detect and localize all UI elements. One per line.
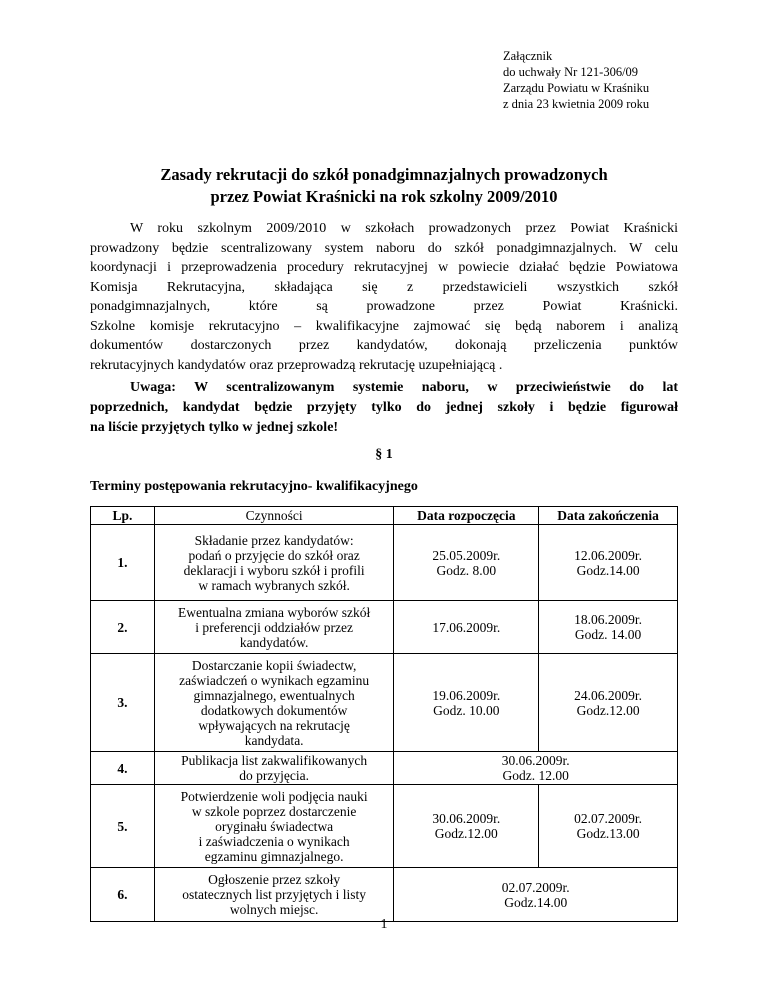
activity-line: podań o przyjęcie do szkół oraz <box>188 547 360 563</box>
intro-line: ponadgimnazjalnych, które są prowadzone przez Powiat Kraśnicki. <box>90 299 678 314</box>
merged-date-cell <box>394 868 678 922</box>
date-line: 02.07.2009r. <box>501 879 570 895</box>
intro-line: rekrutacyjnych kandydatów oraz przeprowadzą rekrutację uzupełniającą . <box>90 357 503 373</box>
activity-line: w szkole poprzez dostarczenie <box>191 803 357 819</box>
activity-line: zaświadczeń o wynikach egzaminu <box>179 672 370 688</box>
date-line: 24.06.2009r. <box>574 687 643 703</box>
intro-line: Komisja Rekrutacyjna, składająca się z przedstawicieli wszystkich szkół <box>90 279 678 295</box>
activity-line: wolnych miejsc. <box>229 902 319 917</box>
date-line: 12.06.2009r. <box>574 547 643 563</box>
header-end-date: Data zakończenia <box>539 507 678 525</box>
end-date-cell <box>539 654 678 752</box>
activity-cell <box>154 868 394 922</box>
table-row <box>91 868 678 922</box>
activity-line: i zaświadczenia o wynikach <box>198 833 350 849</box>
date-line: 30.06.2009r. <box>501 753 570 768</box>
activity-line: oryginału świadectwa <box>215 818 334 834</box>
activity-line: Ogłoszenie przez szkoły <box>208 872 341 887</box>
note-line: Uwaga: W scentralizowanym systemie naboru, w przeciwieństwie do lat <box>130 380 678 395</box>
annex-line: Załącznik <box>503 49 553 63</box>
row-number: 2. <box>91 601 155 654</box>
annex-line: z dnia 23 kwietnia 2009 roku <box>503 97 650 111</box>
page-number: 1 <box>380 917 388 932</box>
start-date-cell <box>394 601 539 654</box>
activity-line: gimnazjalnego, ewentualnych <box>193 687 355 703</box>
title-line-2: przez Powiat Kraśnicki na rok szkolny 2009/2010 <box>210 187 558 206</box>
activity-cell <box>154 785 394 868</box>
intro-line: Szkolne komisje rekrutacyjno – kwalifikacyjne zajmować się będą naborem i analizą <box>90 318 678 334</box>
table-row <box>91 654 678 752</box>
time-line: Godz.12.00 <box>434 826 498 841</box>
intro-paragraph <box>90 219 678 375</box>
time-line: Godz. 8.00 <box>436 562 497 578</box>
note-line: poprzednich, kandydat będzie przyjęty tylko do jednej szkoły i będzie figurował <box>90 400 678 415</box>
activity-line: Ewentualna zmiana wyborów szkół <box>177 604 371 620</box>
start-date-cell <box>394 654 539 752</box>
activity-line: Składanie przez kandydatów: <box>194 532 354 548</box>
row-number: 6. <box>91 868 155 922</box>
time-line: Godz.14.00 <box>504 894 568 910</box>
annex-line: Zarządu Powiatu w Kraśniku <box>503 81 650 95</box>
table-row <box>91 525 678 601</box>
activity-cell <box>154 525 394 601</box>
start-date-cell <box>394 525 539 601</box>
time-line: Godz. 14.00 <box>574 627 642 642</box>
schedule-table <box>90 506 678 922</box>
activity-line: do przyjęcia. <box>239 768 309 783</box>
activity-cell <box>154 752 394 785</box>
time-line: Godz. 12.00 <box>502 768 569 783</box>
activity-line: i preferencji oddziałów przez <box>195 619 354 635</box>
activity-line: kandydatów. <box>239 634 309 650</box>
header-start-date: Data rozpoczęcia <box>394 507 539 525</box>
table-row <box>91 785 678 868</box>
date-line: 18.06.2009r. <box>574 612 643 627</box>
activity-line: egzaminu gimnazjalnego. <box>204 848 344 864</box>
activity-line: Potwierdzenie woli podjęcia nauki <box>180 788 368 804</box>
annex-header <box>503 48 753 112</box>
date-line: 19.06.2009r. <box>432 687 501 703</box>
date-line: 25.05.2009r. <box>432 547 501 563</box>
intro-line: W roku szkolnym 2009/2010 w szkołach prowadzonych przez Powiat Kraśnicki <box>130 221 678 236</box>
note-paragraph <box>90 378 678 438</box>
row-number: 1. <box>91 525 155 601</box>
start-date-cell <box>394 785 539 868</box>
note-line: na liście przyjętych tylko w jednej szkole! <box>90 420 339 435</box>
annex-line: do uchwały Nr 121-306/09 <box>503 65 639 79</box>
activity-line: wpływających na rekrutację <box>198 717 350 733</box>
header-lp: Lp. <box>91 507 155 525</box>
date-line: 17.06.2009r. <box>432 619 501 635</box>
date-line: 30.06.2009r. <box>432 811 501 826</box>
table-row <box>91 601 678 654</box>
end-date-cell <box>539 525 678 601</box>
end-date-cell <box>539 785 678 868</box>
activity-line: dodatkowych dokumentów <box>200 702 348 718</box>
activity-line: Dostarczanie kopii świadectw, <box>191 657 357 673</box>
intro-line: koordynacji i przeprowadzenia procedury rekrutacyjnej w powiecie działać będzie Powiatowa <box>90 260 678 275</box>
section-sign: § 1 <box>375 447 393 462</box>
table-row <box>91 752 678 785</box>
document-title <box>0 164 768 208</box>
row-number: 3. <box>91 654 155 752</box>
activity-line: deklaracji i wyboru szkół i profili <box>183 562 365 578</box>
section-heading: Terminy postępowania rekrutacyjno- kwalifikacyjnego <box>90 479 418 494</box>
row-number: 4. <box>91 752 155 785</box>
activity-line: ostatecznych list przyjętych i listy <box>182 887 366 902</box>
row-number: 5. <box>91 785 155 868</box>
activity-line: w ramach wybranych szkół. <box>198 577 350 593</box>
table-header-row <box>91 507 678 525</box>
activity-line: Publikacja list zakwalifikowanych <box>181 753 368 768</box>
intro-line: dokumentów dostarczonych przez kandydatów, dokonają przeliczenia punktów <box>90 338 678 353</box>
activity-cell <box>154 601 394 654</box>
end-date-cell <box>539 601 678 654</box>
time-line: Godz.12.00 <box>576 702 640 718</box>
intro-line: prowadzony będzie scentralizowany system naboru do szkół ponadgimnazjalnych. W celu <box>90 240 678 256</box>
activity-cell <box>154 654 394 752</box>
title-line-1: Zasady rekrutacji do szkół ponadgimnazjalnych prowadzonych <box>160 165 608 184</box>
merged-date-cell <box>394 752 678 785</box>
header-activity: Czynności <box>154 507 394 525</box>
time-line: Godz.13.00 <box>576 826 640 841</box>
time-line: Godz.14.00 <box>576 562 640 578</box>
activity-line: kandydata. <box>244 732 304 748</box>
time-line: Godz. 10.00 <box>433 702 500 718</box>
date-line: 02.07.2009r. <box>574 811 643 826</box>
